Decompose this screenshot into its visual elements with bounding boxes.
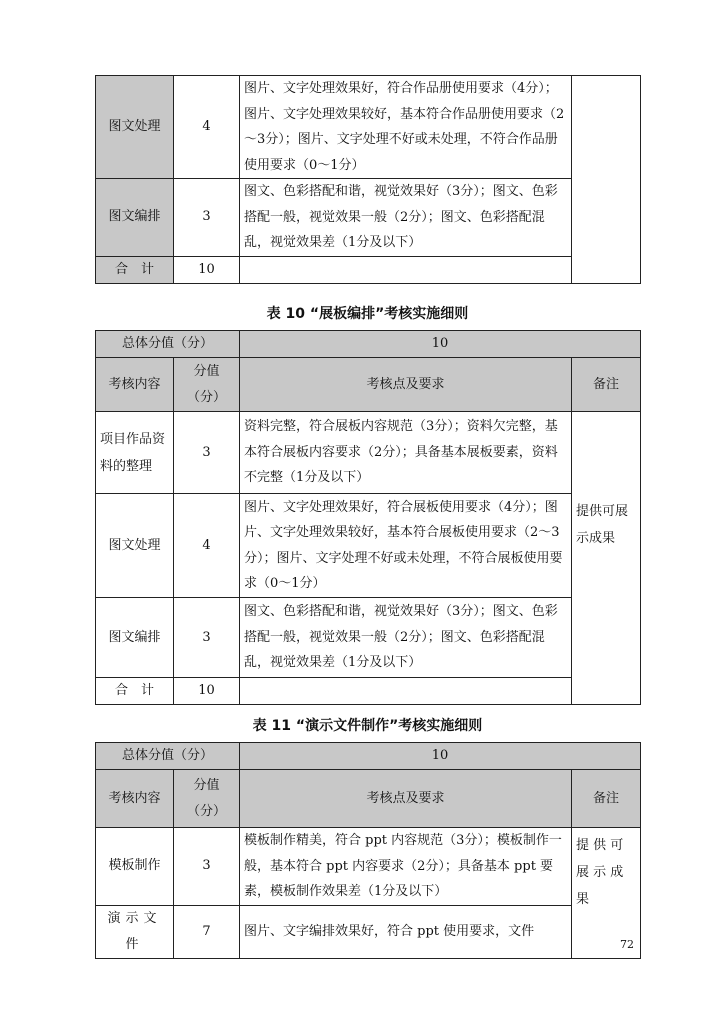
total-label: 合 计 [96, 256, 174, 283]
score-cell: 3 [174, 412, 240, 494]
item-cell: 图文处理 [96, 76, 174, 179]
header-score: 分值（分） [174, 358, 240, 412]
note-cell [572, 76, 641, 284]
item-cell: 图文编排 [96, 598, 174, 678]
header-item: 考核内容 [96, 358, 174, 412]
item-cell: 项目作品资料的整理 [96, 412, 174, 494]
total-label: 合 计 [96, 678, 174, 705]
total-row [96, 678, 641, 705]
top-table [95, 75, 641, 284]
note-cell: 提 供 可 展 示 成 果 [572, 828, 641, 959]
table11 [95, 742, 641, 959]
total-row [96, 256, 641, 283]
table-row [96, 905, 641, 958]
total-score-row [96, 331, 641, 358]
total-score-value: 10 [240, 331, 641, 358]
header-points: 考核点及要求 [240, 770, 572, 828]
table-row [96, 828, 641, 906]
total-score-label: 总体分值（分） [96, 743, 240, 770]
table-row [96, 412, 641, 494]
desc-cell: 图片、文字编排效果好，符合 ppt 使用要求，文件 [240, 905, 572, 958]
total-score-label: 总体分值（分） [96, 331, 240, 358]
empty-cell [240, 256, 572, 283]
note-cell-blank [572, 412, 641, 494]
total-score-value: 10 [240, 743, 641, 770]
table10-caption: 表 10 “展板编排”考核实施细则 [266, 306, 469, 322]
item-cell: 模板制作 [96, 828, 174, 906]
header-points: 考核点及要求 [240, 358, 572, 412]
table-row [96, 598, 641, 678]
table10 [95, 330, 641, 705]
header-note: 备注 [572, 770, 641, 828]
item-cell: 图文编排 [96, 179, 174, 257]
header-row [96, 358, 641, 412]
header-score: 分值（分） [174, 770, 240, 828]
header-row [96, 770, 641, 828]
desc-cell: 资料完整，符合展板内容规范（3分）；资料欠完整，基本符合展板内容要求（2分）；具备基本展板要素，资料不完整（1分及以下） [240, 412, 572, 494]
table-row [96, 494, 641, 598]
item-cell: 演示文件 [96, 905, 174, 958]
page-number: 72 [620, 938, 634, 951]
total-score-row [96, 743, 641, 770]
header-item: 考核内容 [96, 770, 174, 828]
score-cell: 4 [174, 76, 240, 179]
item-cell: 图文处理 [96, 494, 174, 598]
header-note: 备注 [572, 358, 641, 412]
total-value: 10 [174, 678, 240, 705]
score-cell: 7 [174, 905, 240, 958]
total-value: 10 [174, 256, 240, 283]
score-cell: 3 [174, 828, 240, 906]
desc-cell: 模板制作精美，符合 ppt 内容规范（3分）；模板制作一般，基本符合 ppt 内容要求（2分）；具备基本 ppt 要素，模板制作效果差（1分及以下） [240, 828, 572, 906]
empty-cell [240, 678, 572, 705]
desc-cell: 图片、文字处理效果好，符合作品册使用要求（4分）；图片、文字处理效果较好，基本符合作品册使用要求（2～3分）；图片、文字处理不好或未处理，不符合作品册使用要求（0～1分） [240, 76, 572, 179]
score-cell: 3 [174, 598, 240, 678]
note-cell: 提供可展示成果 [572, 494, 641, 705]
table11-caption: 表 11 “演示文件制作”考核实施细则 [252, 718, 483, 734]
table-row [96, 179, 641, 257]
score-cell: 3 [174, 179, 240, 257]
score-cell: 4 [174, 494, 240, 598]
desc-cell: 图文、色彩搭配和谐，视觉效果好（3分）；图文、色彩搭配一般，视觉效果一般（2分）；图文、色彩搭配混乱，视觉效果差（1分及以下） [240, 598, 572, 678]
desc-cell: 图片、文字处理效果好，符合展板使用要求（4分）；图片、文字处理效果较好，基本符合展板使用要求（2～3分）；图片、文字处理不好或未处理，不符合展板使用要求（0～1分） [240, 494, 572, 598]
table-row [96, 76, 641, 179]
desc-cell: 图文、色彩搭配和谐，视觉效果好（3分）；图文、色彩搭配一般，视觉效果一般（2分）；图文、色彩搭配混乱，视觉效果差（1分及以下） [240, 179, 572, 257]
